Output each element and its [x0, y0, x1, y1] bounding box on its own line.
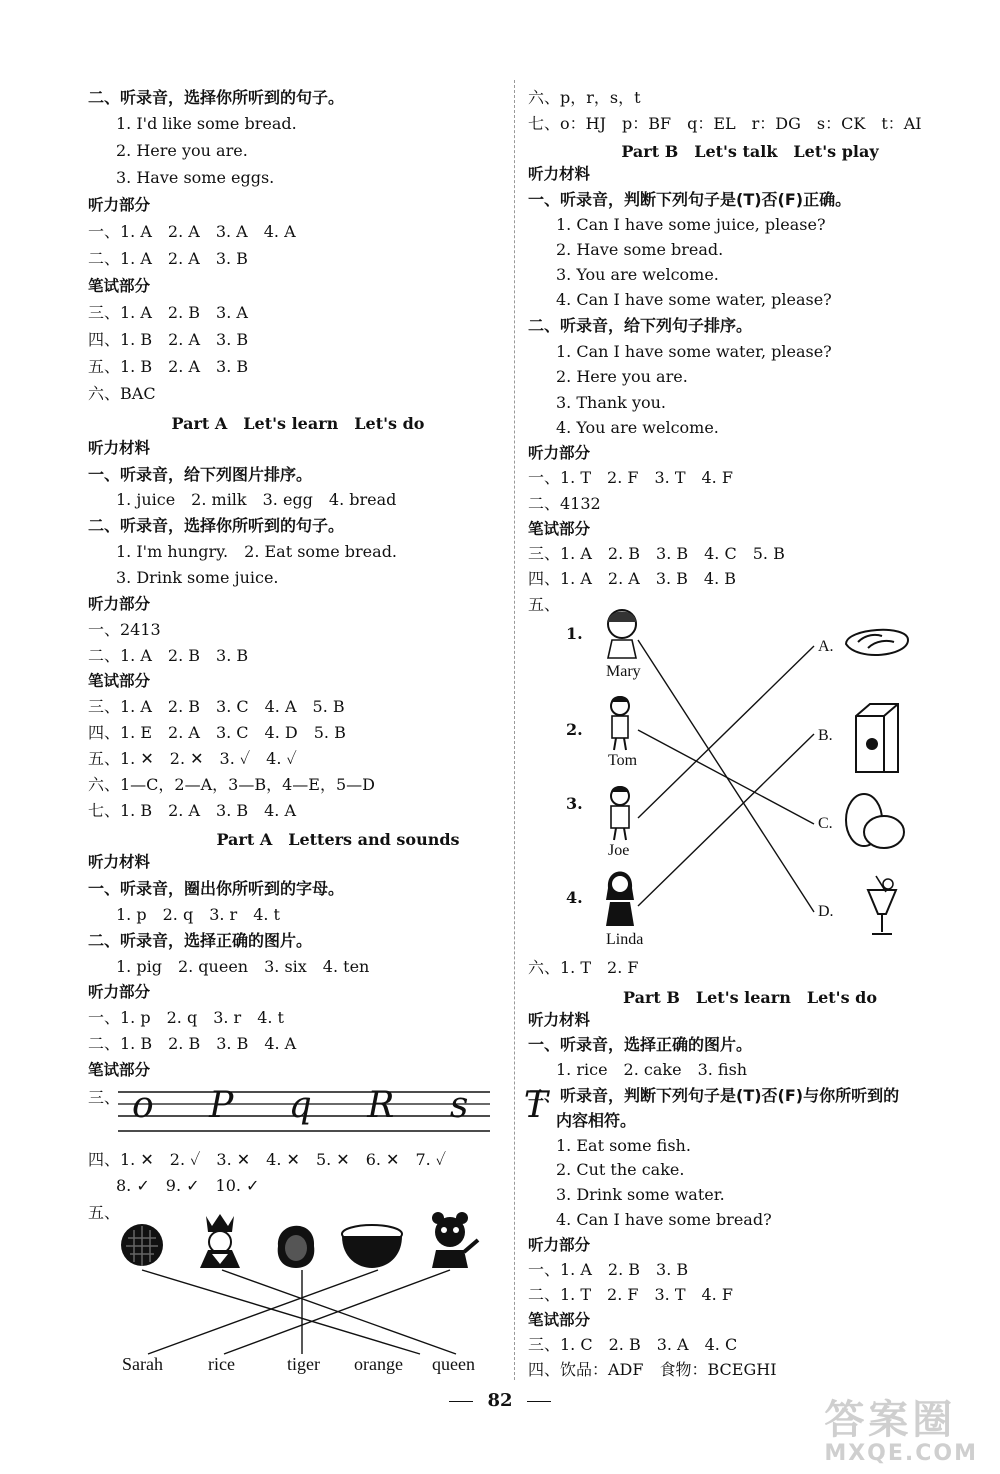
- answer-line: 一、1. p 2. q 3. r 4. t: [88, 1008, 284, 1027]
- part-title: Part B Let's learn Let's do: [622, 988, 878, 1007]
- page-number-text: 82: [487, 1390, 513, 1411]
- match-num-4: 4.: [566, 888, 583, 907]
- answer-line: 一、1. T 2. F 3. T 4. F: [528, 468, 733, 487]
- joe-icon: [611, 786, 629, 840]
- linda-icon: [606, 872, 634, 927]
- answer-line: 4. Can I have some water, please?: [556, 290, 832, 309]
- answer-line: 三、1. A 2. B 3. C 4. A 5. B: [88, 697, 345, 716]
- answer-line: 3. Drink some water.: [556, 1185, 725, 1204]
- section-label: 笔试部分: [88, 276, 151, 295]
- match-word-rice: rice: [208, 1354, 235, 1374]
- line-mary-d: [638, 640, 814, 912]
- section-heading: 二、听录音，选择你所听到的句子。: [88, 88, 345, 107]
- milk-icon: [856, 704, 898, 772]
- answer-line: 3. Drink some juice.: [116, 568, 279, 587]
- answer-line: 四、1. B 2. A 3. B: [88, 330, 249, 349]
- eggs-icon: [846, 794, 904, 848]
- answer-line: 8. ✓ 9. ✓ 10. ✓: [116, 1176, 260, 1195]
- match-name-joe: Joe: [608, 842, 630, 859]
- answer-line: 1. p 2. q 3. r 4. t: [116, 905, 280, 924]
- bread-icon: [846, 630, 908, 655]
- section-heading: 二、听录音，选择你所听到的句子。: [88, 516, 345, 535]
- section-label: 听力部分: [528, 1235, 591, 1254]
- watermark: [824, 1398, 978, 1466]
- answer-line: 六、1—C，2—A，3—B，4—E，5—D: [88, 775, 375, 794]
- section-label: 笔试部分: [88, 671, 151, 690]
- match-word-tiger: tiger: [287, 1354, 320, 1374]
- match-letter-b: B.: [818, 727, 833, 744]
- answer-line: 七、1. B 2. A 3. B 4. A: [88, 801, 297, 820]
- juice-icon: [868, 876, 896, 934]
- line-joe-a: [638, 646, 814, 818]
- answer-line: 三、1. C 2. B 3. A 4. C: [528, 1335, 738, 1354]
- section-label: 听力部分: [88, 195, 151, 214]
- answer-line: 六、BAC: [88, 384, 156, 403]
- answer-line: 四、1. A 2. A 3. B 4. B: [528, 569, 737, 588]
- section-heading: 二、听录音，给下列句子排序。: [528, 316, 753, 335]
- section-label: 听力材料: [528, 1010, 591, 1029]
- answer-line: 1. I'd like some bread.: [116, 114, 297, 133]
- answer-line: 一、2413: [88, 620, 161, 639]
- page-dash-left: [449, 1401, 473, 1402]
- match-figure-right: [590, 600, 920, 945]
- section-label: 笔试部分: [528, 1310, 591, 1329]
- answer-line: 五、: [88, 1203, 121, 1222]
- match-letter-d: D.: [818, 903, 834, 920]
- answer-line: 二、1. A 2. B 3. B: [88, 646, 249, 665]
- part-title: Part A Letters and sounds: [216, 830, 460, 849]
- answer-line: 3. Have some eggs.: [116, 168, 275, 187]
- match-num-3: 3.: [566, 794, 583, 813]
- section-heading: 一、听录音，选择正确的图片。: [528, 1035, 753, 1054]
- match-name-linda: Linda: [606, 931, 644, 948]
- answer-line: 六、p，r，s，t: [528, 88, 641, 107]
- mary-icon: [608, 610, 636, 658]
- match-lines-left: [120, 1262, 490, 1358]
- page-dash-right: [527, 1401, 551, 1402]
- answer-line: 1. Can I have some juice, please?: [556, 215, 826, 234]
- answer-line: 四、饮品：ADF 食物：BCEGHI: [528, 1360, 777, 1379]
- match-name-mary: Mary: [606, 663, 641, 680]
- section-heading: 一、听录音，判断下列句子是(T)否(F)正确。: [528, 190, 852, 209]
- section-label: 笔试部分: [88, 1060, 151, 1079]
- answer-line: 1. rice 2. cake 3. fish: [556, 1060, 748, 1079]
- match-num-1: 1.: [566, 624, 583, 643]
- section-label: 笔试部分: [528, 519, 591, 538]
- answer-line: 五、: [528, 595, 561, 614]
- section-heading: 内容相符。: [556, 1111, 637, 1130]
- section-label: 听力材料: [88, 852, 151, 871]
- answer-line: 2. Cut the cake.: [556, 1160, 685, 1179]
- answer-line: 1. Eat some fish.: [556, 1136, 691, 1155]
- match-letter-c: C.: [818, 815, 833, 832]
- answer-line: 3. Thank you.: [556, 393, 667, 412]
- watermark-logo: 答案圈: [824, 1397, 957, 1443]
- orange-icon: [121, 1224, 163, 1266]
- answer-line: 四、1. ✕ 2. ✓ 3. ✕ 4. ✕ 5. ✕ 6. ✕ 7. ✓: [88, 1150, 447, 1169]
- answer-line: 1. I'm hungry. 2. Eat some bread.: [116, 542, 398, 561]
- section-label: 听力材料: [88, 438, 151, 457]
- section-label: 听力部分: [88, 594, 151, 613]
- answer-line: 五、1. ✕ 2. ✕ 3. ✓ 4. ✓: [88, 749, 297, 768]
- queen-icon: [200, 1214, 240, 1268]
- tiger-icon: [432, 1212, 478, 1268]
- answer-line: 1. juice 2. milk 3. egg 4. bread: [116, 490, 397, 509]
- match-word-sarah: Sarah: [122, 1354, 163, 1374]
- match-word-queen: queen: [432, 1354, 475, 1374]
- match-num-2: 2.: [566, 720, 583, 739]
- section-label: 听力材料: [528, 164, 591, 183]
- answer-line: 二、1. A 2. A 3. B: [88, 249, 248, 268]
- line-tom-c: [638, 730, 814, 824]
- column-divider: [514, 80, 515, 1380]
- section-heading: 二、听录音，选择正确的图片。: [88, 931, 313, 950]
- section-heading: 一、听录音，圈出你所听到的字母。: [88, 879, 345, 898]
- answer-line: 2. Here you are.: [116, 141, 248, 160]
- answer-line: 二、4132: [528, 494, 601, 513]
- match-word-orange: orange: [354, 1354, 403, 1374]
- picture-row: [120, 1210, 490, 1270]
- match-letter-a: A.: [818, 638, 834, 655]
- tom-icon: [611, 696, 629, 750]
- answer-line: 一、1. A 2. B 3. B: [528, 1260, 689, 1279]
- answer-line: 二、1. B 2. B 3. B 4. A: [88, 1034, 297, 1053]
- watermark-url: MXQE.COM: [824, 1441, 978, 1466]
- answer-line: 2. Here you are.: [556, 367, 688, 386]
- section-label: 听力部分: [88, 982, 151, 1001]
- handwriting-letters: o P q R s T: [132, 1085, 570, 1126]
- answer-line: 六、1. T 2. F: [528, 958, 639, 977]
- match-name-tom: Tom: [608, 752, 638, 769]
- answer-line: 五、1. B 2. A 3. B: [88, 357, 249, 376]
- line-linda-b: [638, 734, 814, 906]
- section-heading: 二、听录音，判断下列句子是(T)否(F)与你所听到的: [528, 1086, 900, 1105]
- answer-line: 1. Can I have some water, please?: [556, 342, 832, 361]
- answer-line: 1. pig 2. queen 3. six 4. ten: [116, 957, 370, 976]
- answer-line: 4. You are welcome.: [556, 418, 719, 437]
- answer-line: 4. Can I have some bread?: [556, 1210, 772, 1229]
- answer-line: 七、o：HJ p：BF q：EL r：DG s：CK t：AI: [528, 114, 922, 133]
- answer-line: 三、1. A 2. B 3. A: [88, 303, 248, 322]
- part-title: Part A Let's learn Let's do: [171, 414, 425, 433]
- answer-line: 四、1. E 2. A 3. C 4. D 5. B: [88, 723, 346, 742]
- answer-line: 三、: [88, 1088, 121, 1107]
- answer-line: 二、1. T 2. F 3. T 4. F: [528, 1285, 733, 1304]
- answer-line: 3. You are welcome.: [556, 265, 719, 284]
- answer-line: 2. Have some bread.: [556, 240, 724, 259]
- answer-line: 三、1. A 2. B 3. B 4. C 5. B: [528, 544, 785, 563]
- section-heading: 一、听录音，给下列图片排序。: [88, 465, 313, 484]
- part-title: Part B Let's talk Let's play: [621, 142, 879, 161]
- section-label: 听力部分: [528, 443, 591, 462]
- answer-line: 一、1. A 2. A 3. A 4. A: [88, 222, 296, 241]
